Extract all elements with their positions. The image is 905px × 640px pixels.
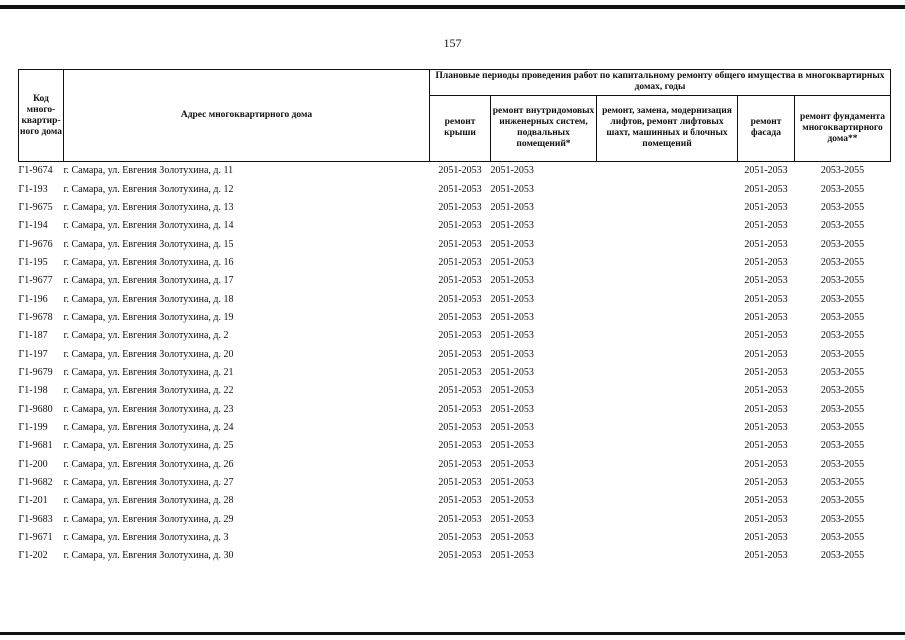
cell-address: г. Самара, ул. Евгения Золотухина, д. 28: [63, 495, 234, 507]
cell-systems: 2051-2053: [490, 403, 534, 415]
table-row: [19, 345, 891, 363]
cell-elevators: [597, 217, 738, 235]
cell-address: г. Самара, ул. Евгения Золотухина, д. 30: [63, 550, 234, 562]
table-row: [19, 437, 891, 455]
cell-foundation: 2053-2055: [820, 293, 865, 305]
cell-elevators: [597, 437, 738, 455]
cell-foundation: 2053-2055: [820, 532, 865, 544]
cell-elevators: [597, 511, 738, 529]
cell-elevators: [597, 456, 738, 474]
cell-code: Г1-9683: [18, 513, 53, 525]
table-row: [19, 419, 891, 437]
table-row: [19, 272, 891, 290]
cell-code: Г1-193: [18, 183, 48, 195]
bottom-rule: [0, 632, 905, 635]
cell-elevators: [597, 162, 738, 181]
cell-foundation: 2053-2055: [820, 201, 865, 213]
cell-facade: 2051-2053: [744, 366, 788, 378]
cell-code: Г1-200: [18, 458, 48, 470]
cell-foundation: 2053-2055: [820, 238, 865, 250]
cell-code: Г1-195: [18, 256, 48, 268]
cell-address: г. Самара, ул. Евгения Золотухина, д. 18: [63, 293, 234, 305]
table-row: [19, 400, 891, 418]
cell-elevators: [597, 364, 738, 382]
cell-systems: 2051-2053: [490, 311, 534, 323]
table-row: [19, 290, 891, 308]
cell-foundation: 2053-2055: [820, 440, 865, 452]
cell-foundation: 2053-2055: [820, 220, 865, 232]
cell-code: Г1-201: [18, 495, 48, 507]
cell-systems: 2051-2053: [490, 275, 534, 287]
cell-code: Г1-194: [18, 220, 48, 232]
cell-address: г. Самара, ул. Евгения Золотухина, д. 12: [63, 183, 234, 195]
cell-elevators: [597, 290, 738, 308]
cell-foundation: 2053-2055: [820, 477, 865, 489]
cell-address: г. Самара, ул. Евгения Золотухина, д. 23: [63, 403, 234, 415]
cell-roof: 2051-2053: [438, 256, 482, 268]
cell-code: Г1-9675: [18, 201, 53, 213]
header-address: Адрес многоквартирного дома: [64, 70, 430, 162]
cell-facade: 2051-2053: [744, 238, 788, 250]
cell-address: г. Самара, ул. Евгения Золотухина, д. 14: [63, 220, 234, 232]
cell-address: г. Самара, ул. Евгения Золотухина, д. 17: [63, 275, 234, 287]
table-row: [19, 180, 891, 198]
table-row: [19, 199, 891, 217]
cell-address: г. Самара, ул. Евгения Золотухина, д. 16: [63, 256, 234, 268]
table-row: [19, 217, 891, 235]
header-systems: ремонт внутридомовых инженерных систем, подвальных помещений*: [491, 95, 597, 161]
cell-roof: 2051-2053: [438, 275, 482, 287]
cell-code: Г1-9680: [18, 403, 53, 415]
cell-facade: 2051-2053: [744, 477, 788, 489]
cell-facade: 2051-2053: [744, 458, 788, 470]
cell-facade: 2051-2053: [744, 532, 788, 544]
cell-elevators: [597, 254, 738, 272]
cell-facade: 2051-2053: [744, 311, 788, 323]
cell-elevators: [597, 345, 738, 363]
cell-elevators: [597, 199, 738, 217]
cell-roof: 2051-2053: [438, 458, 482, 470]
table-row: [19, 492, 891, 510]
cell-address: г. Самара, ул. Евгения Золотухина, д. 13: [63, 201, 234, 213]
cell-systems: 2051-2053: [490, 458, 534, 470]
cell-foundation: 2053-2055: [820, 311, 865, 323]
cell-roof: 2051-2053: [438, 403, 482, 415]
cell-roof: 2051-2053: [438, 440, 482, 452]
cell-code: Г1-9682: [18, 477, 53, 489]
cell-facade: 2051-2053: [744, 385, 788, 397]
table-row: [19, 309, 891, 327]
table-row: [19, 327, 891, 345]
cell-elevators: [597, 529, 738, 547]
cell-systems: 2051-2053: [490, 238, 534, 250]
cell-code: Г1-9678: [18, 311, 53, 323]
cell-address: г. Самара, ул. Евгения Золотухина, д. 2: [63, 330, 229, 342]
cell-roof: 2051-2053: [438, 220, 482, 232]
cell-foundation: 2053-2055: [820, 421, 865, 433]
cell-foundation: 2053-2055: [820, 385, 865, 397]
cell-address: г. Самара, ул. Евгения Золотухина, д. 3: [63, 532, 229, 544]
cell-code: Г1-9681: [18, 440, 53, 452]
cell-foundation: 2053-2055: [820, 256, 865, 268]
cell-code: Г1-199: [18, 421, 48, 433]
cell-elevators: [597, 382, 738, 400]
cell-foundation: 2053-2055: [820, 165, 865, 177]
cell-roof: 2051-2053: [438, 477, 482, 489]
cell-roof: 2051-2053: [438, 495, 482, 507]
cell-code: Г1-202: [18, 550, 48, 562]
header-foundation: ремонт фундамента многоквартирного дома**: [795, 95, 891, 161]
cell-address: г. Самара, ул. Евгения Золотухина, д. 29: [63, 513, 234, 525]
table-header: [19, 70, 891, 162]
table-row: [19, 254, 891, 272]
cell-foundation: 2053-2055: [820, 275, 865, 287]
cell-roof: 2051-2053: [438, 165, 482, 177]
cell-systems: 2051-2053: [490, 366, 534, 378]
cell-systems: 2051-2053: [490, 385, 534, 397]
cell-systems: 2051-2053: [490, 440, 534, 452]
cell-roof: 2051-2053: [438, 183, 482, 195]
cell-address: г. Самара, ул. Евгения Золотухина, д. 20: [63, 348, 234, 360]
cell-facade: 2051-2053: [744, 550, 788, 562]
cell-facade: 2051-2053: [744, 275, 788, 287]
table-row: [19, 529, 891, 547]
cell-roof: 2051-2053: [438, 385, 482, 397]
cell-roof: 2051-2053: [438, 238, 482, 250]
cell-systems: 2051-2053: [490, 293, 534, 305]
cell-address: г. Самара, ул. Евгения Золотухина, д. 27: [63, 477, 234, 489]
cell-code: Г1-9671: [18, 532, 53, 544]
cell-roof: 2051-2053: [438, 330, 482, 342]
cell-roof: 2051-2053: [438, 532, 482, 544]
page-number: 157: [443, 36, 462, 50]
cell-systems: 2051-2053: [490, 477, 534, 489]
cell-code: Г1-196: [18, 293, 48, 305]
cell-systems: 2051-2053: [490, 201, 534, 213]
cell-code: Г1-187: [18, 330, 48, 342]
repair-schedule-table: [18, 69, 891, 566]
cell-foundation: 2053-2055: [820, 330, 865, 342]
cell-code: Г1-9674: [18, 165, 53, 177]
cell-address: г. Самара, ул. Евгения Золотухина, д. 25: [63, 440, 234, 452]
cell-address: г. Самара, ул. Евгения Золотухина, д. 24: [63, 421, 234, 433]
cell-address: г. Самара, ул. Евгения Золотухина, д. 19: [63, 311, 234, 323]
cell-facade: 2051-2053: [744, 330, 788, 342]
cell-code: Г1-9677: [18, 275, 53, 287]
cell-systems: 2051-2053: [490, 421, 534, 433]
cell-facade: 2051-2053: [744, 256, 788, 268]
table-body: [19, 162, 891, 566]
cell-elevators: [597, 180, 738, 198]
cell-facade: 2051-2053: [744, 293, 788, 305]
cell-systems: 2051-2053: [490, 532, 534, 544]
cell-address: г. Самара, ул. Евгения Золотухина, д. 11: [63, 165, 234, 177]
cell-code: Г1-198: [18, 385, 48, 397]
table-row: [19, 382, 891, 400]
cell-foundation: 2053-2055: [820, 495, 865, 507]
cell-code: Г1-197: [18, 348, 48, 360]
table-row: [19, 547, 891, 565]
table-row: [19, 364, 891, 382]
header-planned-periods: Плановые периоды проведения работ по капитальному ремонту общего имущества в многоквартирных домах, годы: [430, 70, 891, 96]
cell-facade: 2051-2053: [744, 421, 788, 433]
cell-facade: 2051-2053: [744, 495, 788, 507]
cell-code: Г1-9676: [18, 238, 53, 250]
cell-systems: 2051-2053: [490, 330, 534, 342]
cell-systems: 2051-2053: [490, 256, 534, 268]
top-rule: [0, 5, 905, 9]
cell-foundation: 2053-2055: [820, 348, 865, 360]
cell-foundation: 2053-2055: [820, 183, 865, 195]
cell-elevators: [597, 492, 738, 510]
cell-foundation: 2053-2055: [820, 550, 865, 562]
cell-elevators: [597, 419, 738, 437]
cell-address: г. Самара, ул. Евгения Золотухина, д. 22: [63, 385, 234, 397]
cell-address: г. Самара, ул. Евгения Золотухина, д. 21: [63, 366, 234, 378]
cell-roof: 2051-2053: [438, 311, 482, 323]
cell-code: Г1-9679: [18, 366, 53, 378]
cell-roof: 2051-2053: [438, 348, 482, 360]
cell-roof: 2051-2053: [438, 421, 482, 433]
cell-elevators: [597, 400, 738, 418]
table-row: [19, 235, 891, 253]
cell-systems: 2051-2053: [490, 550, 534, 562]
cell-roof: 2051-2053: [438, 293, 482, 305]
cell-facade: 2051-2053: [744, 183, 788, 195]
cell-systems: 2051-2053: [490, 348, 534, 360]
table-row: [19, 511, 891, 529]
table-row: [19, 162, 891, 181]
cell-roof: 2051-2053: [438, 366, 482, 378]
cell-facade: 2051-2053: [744, 348, 788, 360]
cell-facade: 2051-2053: [744, 201, 788, 213]
cell-address: г. Самара, ул. Евгения Золотухина, д. 15: [63, 238, 234, 250]
cell-systems: 2051-2053: [490, 513, 534, 525]
cell-roof: 2051-2053: [438, 550, 482, 562]
cell-systems: 2051-2053: [490, 183, 534, 195]
cell-facade: 2051-2053: [744, 220, 788, 232]
cell-systems: 2051-2053: [490, 495, 534, 507]
cell-elevators: [597, 474, 738, 492]
header-facade: ремонт фасада: [738, 95, 795, 161]
cell-address: г. Самара, ул. Евгения Золотухина, д. 26: [63, 458, 234, 470]
cell-foundation: 2053-2055: [820, 513, 865, 525]
cell-systems: 2051-2053: [490, 220, 534, 232]
header-roof: ремонт крыши: [430, 95, 491, 161]
cell-facade: 2051-2053: [744, 403, 788, 415]
cell-elevators: [597, 327, 738, 345]
cell-roof: 2051-2053: [438, 201, 482, 213]
cell-foundation: 2053-2055: [820, 403, 865, 415]
cell-foundation: 2053-2055: [820, 458, 865, 470]
cell-elevators: [597, 272, 738, 290]
cell-elevators: [597, 309, 738, 327]
header-elevators: ремонт, замена, модернизация лифтов, ремонт лифтовых шахт, машинных и блочных помещений: [597, 95, 738, 161]
cell-elevators: [597, 547, 738, 565]
cell-facade: 2051-2053: [744, 165, 788, 177]
cell-facade: 2051-2053: [744, 513, 788, 525]
table-row: [19, 474, 891, 492]
cell-roof: 2051-2053: [438, 513, 482, 525]
cell-systems: 2051-2053: [490, 165, 534, 177]
table-row: [19, 456, 891, 474]
cell-facade: 2051-2053: [744, 440, 788, 452]
cell-foundation: 2053-2055: [820, 366, 865, 378]
header-code: Код много-квартир-ного дома: [19, 70, 64, 162]
cell-elevators: [597, 235, 738, 253]
